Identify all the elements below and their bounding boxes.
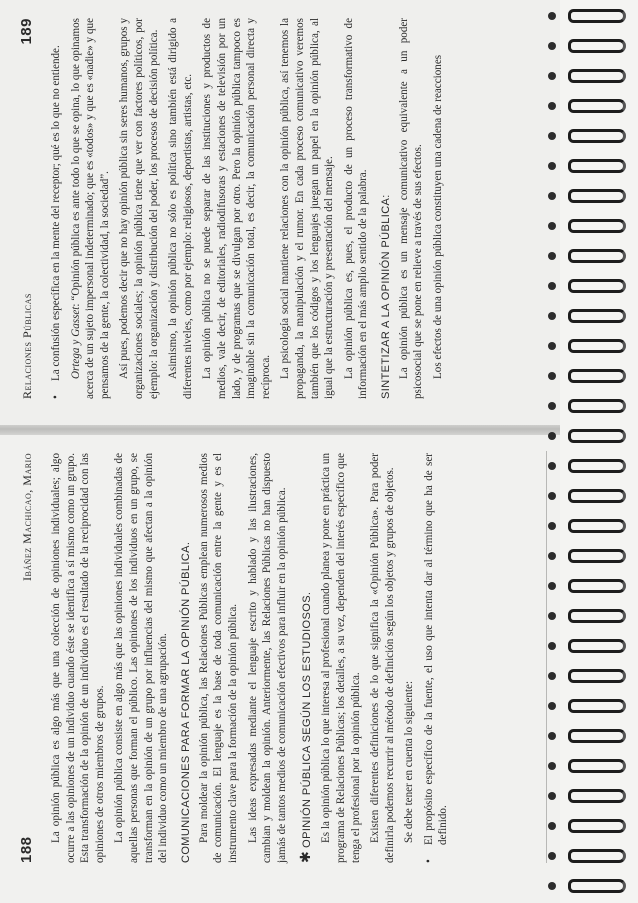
binding-hole: [548, 222, 556, 230]
binding-hole: [548, 132, 556, 140]
binding-coil: [568, 219, 626, 233]
binding-coil: [568, 129, 626, 143]
left-page: [0, 433, 560, 903]
right-bullet-item: [49, 18, 64, 399]
binding-hole: [548, 822, 556, 830]
right-paragraph-7: La opinión pública es un mensaje comunicativo equivalente a un poder psicosocial que se pone en relieve a través de sus efectos.: [397, 18, 425, 399]
binding-hole: [548, 792, 556, 800]
binding-coil: [568, 639, 626, 653]
right-paragraph-4: La opinión pública no se puede separar de las instituciones y productos de medios, vale decir, de editoriales, radiodifusoras y estaciones de televisión por un lado, y de programas que se divulgan por otro. Pero la opinión pública tampoco es imaginable sin la comunicación total, es decir, la comunicación personal directa y recíproca.: [201, 18, 272, 399]
binding-coil: [568, 69, 626, 83]
bullet-point: •: [50, 395, 62, 399]
binding-coil: [568, 579, 626, 593]
binding-hole: [548, 522, 556, 530]
left-paragraph-7: Se debe tener en cuenta lo siguiente:: [403, 680, 416, 843]
binding-hole: [548, 252, 556, 260]
right-paragraph-6: La opinión pública es, pues, el producto de un proceso transformativo de información en el más amplio sentido de la palabra.: [342, 18, 370, 399]
right-page-number: 189: [18, 18, 35, 45]
binding-coil: [568, 369, 626, 383]
right-paragraph-3: Asimismo, la opinión pública no sólo es política sino también está dirigido a diferentes niveles, como por ejemplo: religiosos, deportistas, artistas, etc.: [167, 18, 194, 399]
left-bullet-text: El propósito específico de la fuente, el uso que intenta dar al término que ha de ser definido.: [422, 453, 450, 845]
binding-coil: [568, 789, 626, 803]
left-paragraph-4: Las ideas expresadas mediante el lenguaje escrito y hablado y las ilustraciones, cambian y moldean la opinión. Anteriormente, las Relaciones Públicas no han dispuesto jamás de tantos medios de comunicación efectivos para influir en la opinión pública.: [246, 453, 288, 863]
binding-coil: [568, 39, 626, 53]
binding-coil: [568, 519, 626, 533]
right-running-head: Relaciones Públicas: [20, 293, 34, 399]
binding-hole: [548, 42, 556, 50]
left-running-head: Ibáñez Machicao, Mario: [20, 453, 34, 581]
binding-coil: [568, 189, 626, 203]
binding-coil: [568, 819, 626, 833]
binding-coil: [568, 309, 626, 323]
section-heading-comunicaciones: COMUNICACIONES PARA FORMAR LA OPINIÓN PÚBLICA.: [179, 541, 192, 863]
section-heading-estudiosos: [298, 453, 314, 863]
left-paragraph-1: La opinión pública es algo más que una colección de opiniones individuales; algo ocurre a las opiniones de un individuo cuando éste se identifica a sí mismo como un grupo. Esta transformación de la opinión de un individuo es el resultado de la reciprocidad con las opiniones de otros miembros de grupos.: [50, 453, 106, 863]
section-heading-sintetizar: SINTETIZAR A LA OPINIÓN PÚBLICA:: [379, 194, 392, 399]
binding-coil: [568, 399, 626, 413]
section-heading-estudiosos-text: OPINIÓN PÚBLICA SEGÚN LOS ESTUDIOSOS.: [301, 591, 314, 848]
binding-coil: [568, 729, 626, 743]
right-bullet-text: La confusión específica en la mente del receptor; qué es lo que no entiende.: [50, 45, 62, 381]
binding-coil: [568, 459, 626, 473]
binding-hole: [548, 492, 556, 500]
quoted-author: Ortega y Gasset: [69, 306, 82, 379]
binding-coil: [568, 339, 626, 353]
binding-hole: [548, 372, 556, 380]
binding-hole: [548, 12, 556, 20]
binding-coil: [568, 279, 626, 293]
left-paragraph-5: Es la opinión pública lo que interesa al profesional cuando planea y pone en práctica un programa de Relaciones Públicas; los detalles, a su vez, dependen del interés específico que tenga el profesional por la opinión pública.: [320, 453, 362, 863]
right-paragraph-8: Los efectos de una opinión pública constituyen una cadena de reacciones: [432, 54, 445, 379]
binding-hole: [548, 642, 556, 650]
handwritten-asterisk-mark: ✱: [298, 850, 315, 863]
binding-coil: [568, 159, 626, 173]
left-bullet-item: [422, 453, 451, 863]
binding-hole: [548, 762, 556, 770]
binding-coil: [568, 489, 626, 503]
binding-coil: [568, 759, 626, 773]
left-paragraph-3: Para moldear la opinión pública, las Relaciones Públicas emplean numerosos medios de comunicación. El lenguaje es la base de toda comunicación entre la gente y es el instrumento clave para la formación de la opinión pública.: [197, 453, 239, 863]
binding-hole: [548, 432, 556, 440]
binding-hole: [548, 402, 556, 410]
right-page-header: [18, 18, 35, 399]
left-paragraph-2: La opinión pública consiste en algo más que las opiniones individuales combinadas de aquellas personas que forman el público. Las opiniones de los individuos en un grupo, se transforman en la opinión de un grupo por influencias del mismo que afectan a la opinión del individuo como un miembro de una agrupación.: [113, 453, 170, 863]
binding-hole: [548, 672, 556, 680]
page-bottom-rule: [546, 451, 547, 863]
binding-hole: [548, 732, 556, 740]
binding-hole: [548, 852, 556, 860]
binding-hole: [548, 192, 556, 200]
binding-coil: [568, 429, 626, 443]
binding-coil: [568, 669, 626, 683]
bullet-point: •: [422, 859, 435, 863]
binding-coil: [568, 849, 626, 863]
binding-hole: [548, 462, 556, 470]
right-paragraph-1-text: : “Opinión pública es ante todo lo que se opina, lo que opinamos acerca de un sujeto impersonal indeterminado; que es «todos» y que es «nadie» y que pensamos de la gente, la colectividad, la sociedad”.: [69, 17, 111, 399]
right-paragraph-5: La psicología social mantiene relaciones con la opinión pública, así tenemos la propaganda, la manipulación y el rumor. En cada proceso comunicativo veremos también que los códigos y los lenguajes juegan un papel en la opinión pública, al igual que la estructuración y presentación del mensaje.: [279, 18, 336, 399]
binding-hole: [548, 162, 556, 170]
right-paragraph-1: [69, 18, 113, 399]
right-paragraph-2: Así pues, podemos decir que no hay opinión pública sin seres humanos, grupos y organizaciones sociales; la opinión pública tiene que ver con factores políticos, por ejemplo: la organización y distribución del poder, los procesos de decisión política.: [118, 18, 160, 399]
left-page-header: [18, 453, 35, 863]
binding-hole: [548, 342, 556, 350]
binding-hole: [548, 552, 556, 560]
binding-hole: [548, 612, 556, 620]
binding-hole: [548, 582, 556, 590]
binding-coil: [568, 9, 626, 23]
left-paragraph-6: Existen diferentes definiciones de lo que significa la «Opinión Pública». Para poder definirla podemos recurrir al método de definición según los objetos y grupos de objetos.: [369, 453, 396, 863]
binding-hole: [548, 282, 556, 290]
binding-hole: [548, 702, 556, 710]
binding-coil: [568, 879, 626, 893]
binding-coil: [568, 699, 626, 713]
right-page: [0, 0, 560, 425]
binding-coil: [568, 249, 626, 263]
binding-coil: [568, 549, 626, 563]
binding-coil: [568, 99, 626, 113]
left-page-number: 188: [18, 836, 35, 863]
binding-coil: [568, 609, 626, 623]
binding-hole: [548, 312, 556, 320]
binding-hole: [548, 882, 556, 890]
binding-hole: [548, 72, 556, 80]
binding-hole: [548, 102, 556, 110]
